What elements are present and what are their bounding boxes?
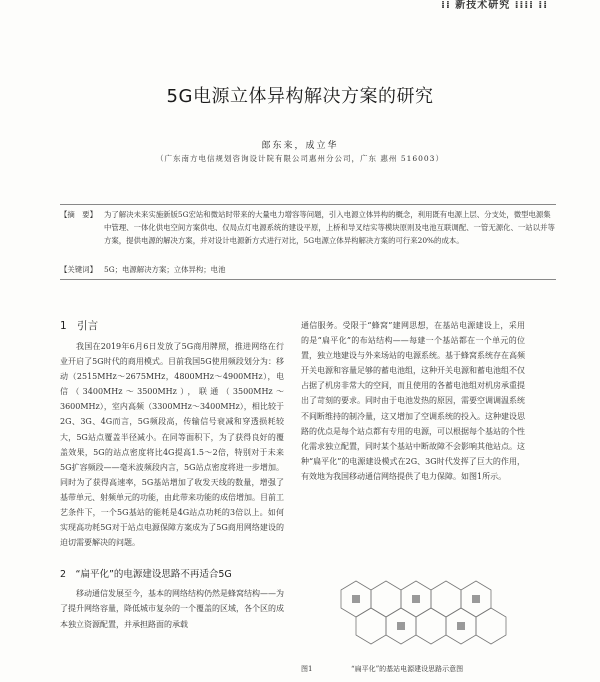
abstract-bottom-rule [60, 279, 556, 280]
abstract-block [60, 208, 556, 247]
author-list: 郎东来，成立华 [261, 141, 339, 151]
hex-cell [371, 581, 401, 617]
power-unit-box [397, 622, 405, 630]
journal-column-tag: ⁞⁞ 新技术研究 ⁞⁞⁞⁞ ⁞⁞ [441, 0, 548, 11]
section-1-paragraph: 我国在2019年6月6日发放了5G商用牌照，推进网络在行业开启了5G时代的商用模式。目前我国5G使用频段划分为：移动（2515MHz～2675MHz，4800MHz～4900MHz），电信（3400MHz～3500MHz），联通（3500MHz～3600MHz），室内高频（3300MHz～3400MHz），相比较于2G、3G、4G而言，5G频段高，传输信号衰减和穿透损耗较大，5G站点覆盖半径减小。在同等面积下，为了获得良好的覆盖效果，5G的站点密度将比4G提高1.5～2倍，特别对于未来5G扩容频段——毫米波频段内言，5G站点密度将进一步增加。同时为了获得高速率，5G基站增加了收发天线的数量，增强了基带单元、射频单元的功能，由此带来功能的成倍增加。目前工艺条件下，一个5G基站的能耗是4G站点功耗的3倍以上。如何实现高功耗5G对于站点电源保障方案成为了5G商用网络建设的迫切需要解决的问题。 [60, 342, 284, 548]
right-column-paragraph: 通信服务。受限于“蜂窝”建网思想，在基站电源建设上，采用的是“扁平化”的布站结构——每建一个基站都在一个单元的位置，独立地建设与外来场站的电源系统。基于蜂窝系统存在高频开关电源和容量足够的蓄电池组，这种开关电源和蓄电池组不仅占据了机房非常大的空间，而且使用的各蓄电池组对机房承重提出了苛刻的要求。同时由于电池发热的原因，需要空调调温系统不间断维持的制冷量，这又增加了空调系统的投入。这种建设思路的优点是每个站点都有专用的电源，可以根据每个基站的个性化需求独立配置，同时某个基站中断故障不会影响其他站点。这种“扁平化”的电源建设模式在2G、3G时代发挥了巨大的作用，有效地为我国移动通信网络提供了电力保障。如图1所示。 [301, 321, 525, 481]
hex-cell [476, 608, 506, 644]
abstract-label: 【摘 要】 [60, 210, 97, 219]
figure-1-diagram [301, 560, 557, 660]
section-1-heading: 1 引言 [60, 320, 99, 332]
keywords-block [60, 263, 556, 276]
section-2-paragraph: 移动通信发展至今，基本的网络结构仍然是蜂窝结构——为了提升网络容量，降低城市复杂的一个覆盖的区域，各个区的成本独立资源配置，并承担路面的承载 [60, 589, 284, 629]
paper-title: 5G电源立体异构解决方案的研究 [166, 86, 434, 107]
author-affiliation: （广东南方电信规划咨询设计院有限公司惠州分公司，广东 惠州 516003） [156, 154, 444, 163]
figure-1-label: 图1 [301, 665, 313, 673]
abstract-top-rule [60, 204, 556, 205]
right-column [301, 318, 525, 484]
power-unit-box [352, 595, 360, 603]
keywords-text: 5G；电源解决方案；立体异构；电池 [104, 265, 226, 274]
hex-cell [431, 581, 461, 617]
left-column [60, 319, 284, 632]
keywords-label: 【关键词】 [60, 265, 97, 274]
section-2-heading: 2 “扁平化”的电源建设思路不再适合5G [60, 569, 232, 581]
hex-cell [356, 608, 386, 644]
abstract-text: 为了解决未来实施新版5G宏站和微站时带来的大量电力增容等问题，引入电源立体异构的概念，利用既有电源上层、分支处，微型电源集中管理、一体化供电空间方案供电、仅局点灯电源系统的建设平原，上桥和导叉结实等模块原则及电池互联调配、一管无源化、一站以并等方案，提供电源的解决方案，并对设计电源新方式进行对比，5G电源立体异构解决方案的可行来20%的成本。 [104, 210, 555, 245]
hex-cell [416, 608, 446, 644]
power-unit-box [472, 595, 480, 603]
figure-1-caption [301, 664, 557, 674]
power-unit-box [457, 622, 465, 630]
power-unit-box [412, 595, 420, 603]
figure-1-caption-text: “扁平化”的基站电源建设思路示意图 [351, 665, 464, 673]
